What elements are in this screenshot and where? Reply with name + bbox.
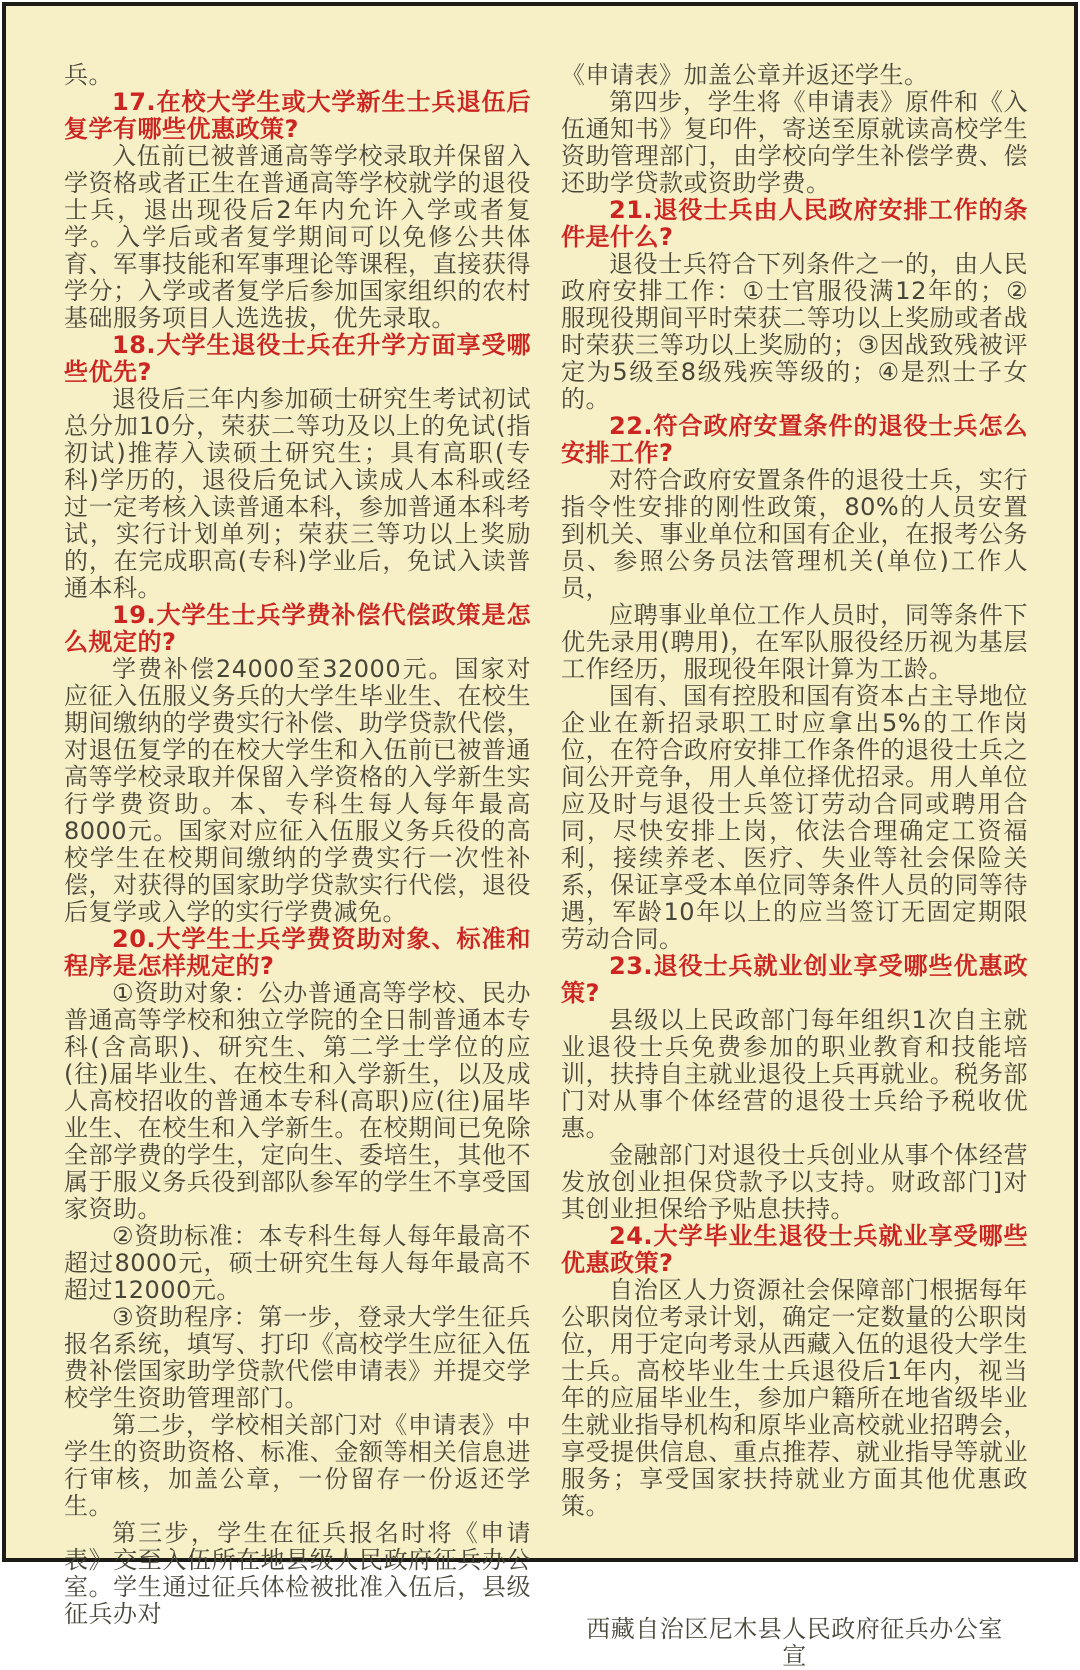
publisher-line: 西藏自治区尼木县人民政府征兵办公室 宣 — [586, 1615, 1052, 1670]
continuation-paragraph: 《申请表》加盖公章并返还学生。 — [561, 61, 929, 89]
paragraph: 金融部门对退役士兵创业从事个体经营发放创业担保贷款予以支持。财政部门]对其创业担保给予贴息扶持。 — [561, 1141, 1028, 1223]
question-heading: 20.大学生士兵学费资助对象、标准和程序是怎样规定的? — [64, 925, 531, 980]
question-heading: 18.大学生退役士兵在升学方面享受哪些优先? — [64, 331, 531, 386]
paragraph: ①资助对象：公办普通高等学校、民办普通高等学校和独立学院的全日制普通本专科(含高职)、研究生、第二学士学位的应(往)届毕业生、在校生和入学新生，以及成人高校招收的普通本专科(高职)应(往)届毕业生、在校生和入学新生。在校期间已免除全部学费的学生，定向生、委培生，其他不属于服义务兵役到部队参军的学生不享受国家资助。 — [64, 979, 531, 1223]
question-heading: 23.退役士兵就业创业享受哪些优惠政策? — [561, 952, 1028, 1007]
paragraph: 退役士兵符合下列条件之一的，由人民政府安排工作：①士官服役满12年的；②服现役期间平时荣获二等功以上奖励或者战时荣获三等功以上奖励的；③因战致残被评定为5级至8级残疾等级的；④是烈士子女的。 — [561, 250, 1028, 413]
question-heading: 21.退役士兵由人民政府安排工作的条件是什么? — [561, 196, 1028, 251]
paragraph: 对符合政府安置条件的退役士兵，实行指令性安排的刚性政策，80%的人员安置到机关、事业单位和国有企业，在报考公务员、参照公务员法管理机关(单位)工作人员， — [561, 466, 1028, 602]
paragraph: 第二步，学校相关部门对《申请表》中学生的资助资格、标准、金额等相关信息进行审核，加盖公章，一份留存一份返还学生。 — [64, 1411, 531, 1520]
question-heading: 22.符合政府安置条件的退役士兵怎么安排工作? — [561, 412, 1028, 467]
continuation-paragraph: 兵。 — [64, 61, 113, 89]
paragraph: 国有、国有控股和国有资本占主导地位企业在新招录职工时应拿出5%的工作岗位，在符合政府安排工作条件的退役士兵之间公开竞争，用人单位择优招录。用人单位应及时与退役士兵签订劳动合同或聘用合同，尽快安排上岗，依法合理确定工资福利，接续养老、医疗、失业等社会保险关系，保证享受本单位同等条件人员的同等待遇，军龄10年以上的应当签订无固定期限劳动合同。 — [561, 682, 1028, 953]
paragraph: 第四步，学生将《申请表》原件和《入伍通知书》复印件，寄送至原就读高校学生资助管理部门，由学校向学生补偿学费、偿还助学贷款或资助学费。 — [561, 88, 1028, 197]
text-columns — [64, 61, 1052, 1670]
paragraph: 第三步，学生在征兵报名时将《申请表》交至入伍所在地县级人民政府征兵办公室。学生通过征兵体检被批准入伍后，县级征兵办对 — [64, 1519, 531, 1628]
question-heading: 24.大学毕业生退役士兵就业享受哪些优惠政策? — [561, 1222, 1028, 1277]
paragraph: 入伍前已被普通高等学校录取并保留入学资格或者正生在普通高等学校就学的退役士兵，退出现役后2年内允许入学或者复学。入学后或者复学期间可以免修公共体育、军事技能和军事理论等课程，直接获得学分；入学或者复学后参加国家组织的农村基础服务项目人选选拔，优先录取。 — [64, 142, 531, 332]
paragraph: 自治区人力资源社会保障部门根据每年公职岗位考录计划，确定一定数量的公职岗位，用于定向考录从西藏入伍的退役大学生士兵。高校毕业生士兵退役后1年内，视当年的应届毕业生，参加户籍所在地省级毕业生就业指导机构和原毕业高校就业招聘会，享受提供信息、重点推荐、就业指导等就业服务；享受国家扶持就业方面其他优惠政策。 — [561, 1276, 1028, 1520]
paragraph: 应聘事业单位工作人员时，同等条件下优先录用(聘用)，在军队服役经历视为基层工作经历，服现役年限计算为工龄。 — [561, 601, 1028, 683]
question-heading: 19.大学生士兵学费补偿代偿政策是怎么规定的? — [64, 601, 531, 656]
paragraph: 县级以上民政部门每年组织1次自主就业退役士兵免费参加的职业教育和技能培训，扶持自主就业退役上兵再就业。税务部门对从事个体经营的退役士兵给予税收优惠。 — [561, 1006, 1028, 1142]
question-heading: 17.在校大学生或大学新生士兵退伍后复学有哪些优惠政策? — [64, 88, 531, 143]
right-column — [561, 61, 1052, 1670]
paragraph: 退役后三年内参加硕士研究生考试初试总分加10分，荣获二等功及以上的免试(指初试)推荐入读硕土研究生；具有高职(专科)学历的，退役后免试入读成人本科或经过一定考核入读普通本科，参加普通本科考试，实行计划单列；荣获三等功以上奖励的，在完成职高(专科)学业后，免试入读普通本科。 — [64, 385, 531, 602]
paragraph: ③资助程序：第一步，登录大学生征兵报名系统，填写、打印《高校学生应征入伍费补偿国家助学贷款代偿申请表》并提交学校学生资助管理部门。 — [64, 1303, 531, 1412]
document-page — [2, 2, 1078, 1670]
paragraph: 学费补偿24000至32000元。国家对应征入伍服义务兵的大学生毕业生、在校生期间缴纳的学费实行补偿、助学贷款代偿，对退伍复学的在校大学生和入伍前已被普通高等学校录取并保留入学资格的入学新生实行学费资助。本、专科生每人每年最高8000元。国家对应征入伍服义务兵役的高校学生在校期间缴纳的学费实行一次性补偿，对获得的国家助学贷款实行代偿，退役后复学或入学的实行学费减免。 — [64, 655, 531, 926]
paragraph: ②资助标准：本专科生每人每年最高不超过8000元，硕士研究生每人每年最高不超过12000元。 — [64, 1222, 531, 1304]
left-column — [64, 62, 531, 1670]
